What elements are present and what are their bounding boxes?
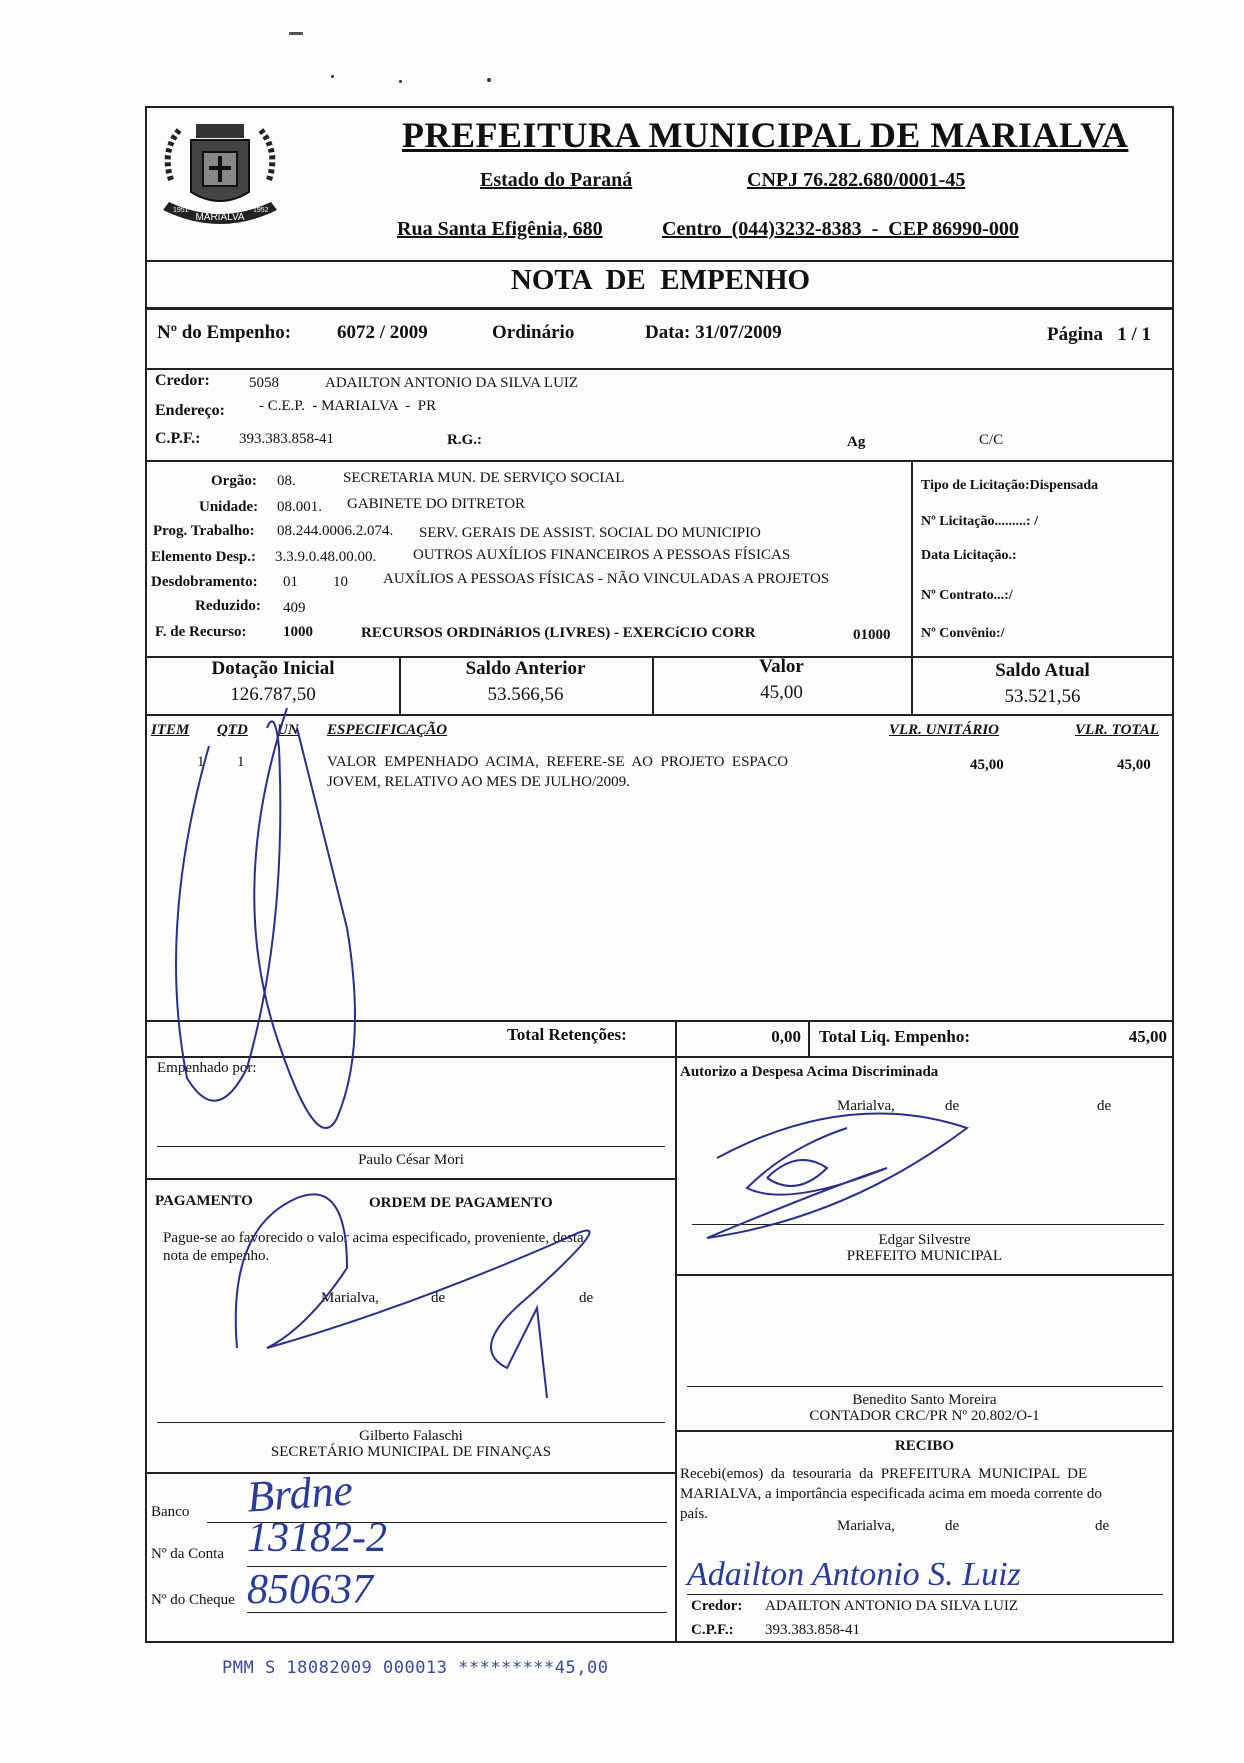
saldo-atual-value: 53.521,56 bbox=[1004, 686, 1081, 707]
page-number: Página 1 / 1 bbox=[1047, 324, 1151, 345]
pagamento-de-2: de bbox=[579, 1290, 594, 1306]
credor-label: Credor: bbox=[155, 372, 210, 389]
col-qtd-header: QTD bbox=[217, 722, 248, 738]
reduzido-value: 409 bbox=[283, 600, 306, 616]
empenho-type: Ordinário bbox=[492, 322, 575, 343]
fonte-code-2: 01000 bbox=[853, 627, 891, 643]
licitacao-numero: Nº Licitação.........: / bbox=[921, 514, 1038, 529]
unidade-label: Unidade: bbox=[199, 499, 259, 515]
item-vlr-unit: 45,00 bbox=[970, 757, 1004, 773]
item-number: 1 bbox=[197, 754, 205, 770]
ordem-pagamento-label: ORDEM DE PAGAMENTO bbox=[369, 1195, 553, 1211]
signature-ink-strokes bbox=[147, 108, 1176, 1645]
scan-speck bbox=[399, 80, 402, 83]
empenho-date: Data: 31/07/2009 bbox=[645, 322, 782, 343]
page-title: PREFEITURA MUNICIPAL DE MARIALVA bbox=[402, 115, 1129, 155]
conta-handwritten-value: 13182-2 bbox=[247, 1515, 387, 1561]
col-espec-header: ESPECIFICAÇÃO bbox=[327, 722, 448, 738]
banco-label: Banco bbox=[151, 1504, 190, 1520]
prefeito-role: PREFEITO MUNICIPAL bbox=[846, 1248, 1003, 1264]
crest-year-left: 1951 bbox=[173, 207, 189, 214]
elemento-name: OUTROS AUXÍLIOS FINANCEIROS A PESSOAS FÍSICAS bbox=[413, 547, 791, 563]
dotacao-label: Dotação Inicial bbox=[211, 658, 335, 679]
fonte-code: 1000 bbox=[283, 624, 313, 640]
crest-text: MARIALVA bbox=[195, 212, 245, 223]
elemento-code: 3.3.9.0.48.00.00. bbox=[275, 549, 377, 565]
cash-register-stamp: PMM S 18082009 000013 *********45,00 bbox=[222, 1658, 609, 1678]
recibo-cpf: 393.383.858-41 bbox=[765, 1622, 860, 1638]
valor-label: Valor bbox=[759, 656, 804, 677]
pagamento-place: Marialva, bbox=[321, 1290, 379, 1306]
scan-speck bbox=[487, 78, 491, 82]
recibo-place: Marialva, bbox=[837, 1518, 895, 1534]
recibo-text-1: Recebi(emos) da tesouraria da PREFEITURA MUNICIPAL DE bbox=[680, 1466, 1088, 1482]
liq-empenho-label: Total Liq. Empenho: bbox=[819, 1027, 970, 1046]
orgao-name: SECRETARIA MUN. DE SERVIÇO SOCIAL bbox=[343, 470, 625, 486]
document-title: NOTA DE EMPENHO bbox=[510, 264, 811, 296]
secretario-role: SECRETÁRIO MUNICIPAL DE FINANÇAS bbox=[270, 1444, 552, 1460]
col-un-header: UN bbox=[277, 722, 299, 738]
retencoes-value: 0,00 bbox=[771, 1027, 801, 1046]
saldo-anterior-value: 53.566,56 bbox=[487, 684, 564, 705]
empenhado-por-label: Empenhado por: bbox=[157, 1060, 257, 1076]
reduzido-label: Reduzido: bbox=[195, 598, 261, 614]
state-label: Estado do Paraná bbox=[480, 169, 633, 191]
nota-de-empenho-form bbox=[145, 106, 1174, 1643]
valor-value: 45,00 bbox=[760, 682, 803, 703]
conta-label: Nº da Conta bbox=[151, 1546, 224, 1562]
orgao-code: 08. bbox=[277, 473, 296, 489]
recibo-text-2: MARIALVA, a importância especificada acima em moeda corrente do bbox=[680, 1486, 1102, 1502]
empenhado-signer: Paulo César Mori bbox=[358, 1152, 464, 1168]
prefeito-signer: Edgar Silvestre bbox=[878, 1232, 971, 1248]
contador-signer: Benedito Santo Moreira bbox=[852, 1392, 997, 1408]
col-vlr-unit-header: VLR. UNITÁRIO bbox=[889, 722, 1000, 738]
col-item-header: ITEM bbox=[151, 722, 190, 738]
recibo-de-1: de bbox=[945, 1518, 960, 1534]
saldo-anterior-label: Saldo Anterior bbox=[465, 658, 586, 679]
elemento-label: Elemento Desp.: bbox=[151, 549, 256, 565]
pagamento-text-2: nota de empenho. bbox=[163, 1248, 270, 1264]
ag-label: Ag bbox=[847, 434, 866, 450]
cnpj-label: CNPJ 76.282.680/0001-45 bbox=[747, 169, 966, 191]
liq-empenho-value: 45,00 bbox=[1128, 1027, 1167, 1046]
licitacao-data: Data Licitação.: bbox=[921, 548, 1017, 563]
recibo-cpf-label: C.P.F.: bbox=[691, 1622, 734, 1638]
cpf-label: C.P.F.: bbox=[155, 430, 201, 447]
pagamento-text-1: Pague-se ao favorecido o valor acima especificado, proveniente, desta bbox=[163, 1230, 584, 1246]
contador-role: CONTADOR CRC/PR Nº 20.802/O-1 bbox=[809, 1408, 1040, 1424]
desdobramento-code-1: 01 bbox=[283, 574, 298, 590]
recibo-title: RECIBO bbox=[894, 1438, 955, 1454]
cc-label: C/C bbox=[979, 432, 1004, 448]
autorizo-de-1: de bbox=[945, 1098, 960, 1114]
rg-label: R.G.: bbox=[447, 432, 482, 448]
desdobramento-label: Desdobramento: bbox=[151, 574, 258, 590]
credor-signature: Adailton Antonio S. Luiz bbox=[687, 1556, 1021, 1593]
autorizo-place: Marialva, bbox=[837, 1098, 895, 1114]
banco-handwritten-value: Brdne bbox=[245, 1465, 355, 1522]
licitacao-tipo: Tipo de Licitação:Dispensada bbox=[921, 478, 1099, 493]
credor-name: ADAILTON ANTONIO DA SILVA LUIZ bbox=[325, 375, 579, 391]
address-field-label: Endereço: bbox=[155, 402, 225, 419]
retencoes-label: Total Retenções: bbox=[507, 1025, 627, 1044]
address-label: Rua Santa Efigênia, 680 bbox=[397, 218, 603, 240]
recibo-credor-name: ADAILTON ANTONIO DA SILVA LUIZ bbox=[765, 1598, 1019, 1614]
item-qtd: 1 bbox=[237, 754, 245, 770]
scan-speck bbox=[331, 75, 334, 78]
orgao-label: Orgão: bbox=[211, 473, 257, 489]
recibo-credor-label: Credor: bbox=[691, 1598, 743, 1614]
item-description-line-2: JOVEM, RELATIVO AO MES DE JULHO/2009. bbox=[327, 774, 630, 790]
prog-code: 08.244.0006.2.074. bbox=[277, 523, 394, 539]
col-vlr-total-header: VLR. TOTAL bbox=[1075, 722, 1159, 738]
dotacao-value: 126.787,50 bbox=[230, 684, 316, 705]
fonte-name: RECURSOS ORDINáRIOS (LIVRES) - EXERCíCIO CORR bbox=[361, 625, 756, 641]
prog-label: Prog. Trabalho: bbox=[153, 523, 255, 539]
autorizo-de-2: de bbox=[1097, 1098, 1112, 1114]
contrato-number: Nº Contrato...:/ bbox=[921, 588, 1013, 603]
saldo-atual-label: Saldo Atual bbox=[995, 660, 1090, 681]
cheque-handwritten-value: 850637 bbox=[247, 1567, 373, 1613]
prog-name: SERV. GERAIS DE ASSIST. SOCIAL DO MUNICIPIO bbox=[419, 525, 761, 541]
empenho-number: 6072 / 2009 bbox=[337, 322, 428, 343]
item-vlr-total: 45,00 bbox=[1117, 757, 1151, 773]
autorizo-label: Autorizo a Despesa Acima Discriminada bbox=[680, 1064, 939, 1080]
pagamento-label: PAGAMENTO bbox=[155, 1193, 253, 1209]
contact-label: Centro (044)3232-8383 - CEP 86990-000 bbox=[662, 218, 1019, 240]
cheque-label: Nº do Cheque bbox=[151, 1592, 235, 1608]
credor-address: - C.E.P. - MARIALVA - PR bbox=[259, 398, 437, 414]
recibo-text-3: país. bbox=[680, 1506, 708, 1522]
recibo-de-2: de bbox=[1095, 1518, 1110, 1534]
item-description-line-1: VALOR EMPENHADO ACIMA, REFERE-SE AO PROJETO ESPACO bbox=[327, 754, 789, 770]
pagamento-de-1: de bbox=[431, 1290, 446, 1306]
convenio-number: Nº Convênio:/ bbox=[921, 626, 1005, 641]
desdobramento-code-2: 10 bbox=[333, 574, 348, 590]
empenho-number-label: Nº do Empenho: bbox=[157, 322, 292, 343]
credor-cpf: 393.383.858-41 bbox=[239, 431, 334, 447]
unidade-code: 08.001. bbox=[277, 499, 322, 515]
crest-year-right: 1952 bbox=[253, 207, 269, 214]
scan-speck bbox=[289, 32, 303, 35]
fonte-label: F. de Recurso: bbox=[155, 624, 247, 640]
desdobramento-name: AUXÍLIOS A PESSOAS FÍSICAS - NÃO VINCULADAS A PROJETOS bbox=[383, 571, 830, 587]
credor-code: 5058 bbox=[249, 375, 279, 391]
secretario-signer: Gilberto Falaschi bbox=[359, 1428, 463, 1444]
unidade-name: GABINETE DO DITRETOR bbox=[347, 496, 526, 512]
